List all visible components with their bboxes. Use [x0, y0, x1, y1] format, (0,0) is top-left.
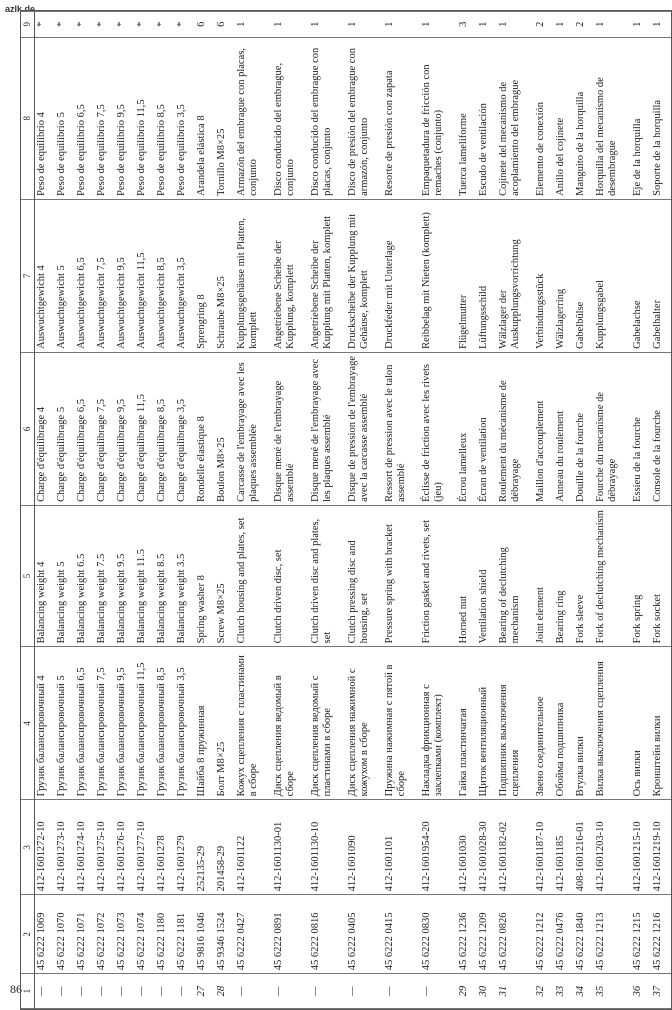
catalog-number: 45 6222 0415 [383, 895, 420, 974]
catalog-number: 45 6222 1180 [155, 895, 175, 974]
name-russian: Ось вилки [631, 647, 651, 800]
name-french: Charge d'équilibrage 3,5 [175, 352, 195, 505]
item-number: 37 [651, 974, 671, 1009]
name-spanish: Disco conducido del embrague, conjunto [272, 37, 309, 199]
part-number: 412-1601274-10 [75, 800, 95, 895]
table-row [235, 12, 272, 1009]
name-russian: Диск сцепления ведомый в сборе [272, 647, 309, 800]
item-number: — [75, 974, 95, 1009]
part-number: 412-1601273-10 [55, 800, 75, 895]
name-spanish: Disco de presión del embrague con armazón, conjunto [346, 37, 383, 199]
part-number: 412-1601028-30 [477, 800, 497, 895]
name-french: Maillon d'accouplement [534, 352, 554, 505]
item-number: — [135, 974, 155, 1009]
name-english: Balancing weight 8.5 [155, 505, 175, 646]
item-number: 32 [534, 974, 554, 1009]
part-number: 412-1601203-10 [594, 800, 631, 895]
part-number: 412-1601030 [457, 800, 477, 895]
column-number: 9 [21, 12, 35, 38]
name-german: Sprengring 8 [195, 199, 215, 352]
catalog-number: 45 6222 1840 [574, 895, 594, 974]
name-english: Clutch driven disc and plates, set [309, 505, 346, 646]
item-number: 31 [497, 974, 534, 1009]
name-french: Rondelle élastique 8 [195, 352, 215, 505]
name-spanish: Horquilla del mecanismo de desembrague [594, 37, 631, 199]
part-number: 412-1601090 [346, 800, 383, 895]
name-russian: Пружина нажимная с пятой в сборе [383, 647, 420, 800]
name-spanish: Resorte de presión con zapata [383, 37, 420, 199]
table-row [594, 12, 631, 1009]
name-english: Balancing weight 11.5 [135, 505, 155, 646]
item-number: 34 [574, 974, 594, 1009]
quantity: * [75, 12, 95, 38]
table-row [272, 12, 309, 1009]
catalog-number: 45 6222 1236 [457, 895, 477, 974]
table-row [309, 12, 346, 1009]
name-english: Bearing of declutching mechanism [497, 505, 534, 646]
name-spanish: Anillo del cojinete [554, 37, 574, 199]
name-german: Gabelhalter [651, 199, 671, 352]
item-number: — [272, 974, 309, 1009]
column-number: 8 [21, 37, 35, 199]
quantity: 6 [195, 12, 215, 38]
name-english: Ventilation shield [477, 505, 497, 646]
name-spanish: Tuerca lameliforme [457, 37, 477, 199]
table-row [35, 12, 56, 1009]
name-french: Écrou lamelleux [457, 352, 477, 505]
name-russian: Диск сцепления ведомый с пластинами в сборе [309, 647, 346, 800]
name-german: Auswuchtgewicht 8,5 [155, 199, 175, 352]
item-number: — [155, 974, 175, 1009]
item-number: — [346, 974, 383, 1009]
quantity: * [95, 12, 115, 38]
quantity: 1 [272, 12, 309, 38]
part-number: 412-1601278 [155, 800, 175, 895]
name-russian: Втулка вилки [574, 647, 594, 800]
name-german: Auswuchtgewicht 11,5 [135, 199, 155, 352]
quantity: 1 [383, 12, 420, 38]
part-number: 412-1601954-20 [420, 800, 457, 895]
name-spanish: Elemento de conexión [534, 37, 554, 199]
quantity: 1 [420, 12, 457, 38]
item-number: — [35, 974, 56, 1009]
catalog-number: 45 6222 1181 [175, 895, 195, 974]
name-russian: Щиток вентиляционный [477, 647, 497, 800]
name-russian: Звено соединительное [534, 647, 554, 800]
table-row [477, 12, 497, 1009]
name-german: Kupplungsgabel [594, 199, 631, 352]
name-spanish: Soporte de la horquilla [651, 37, 671, 199]
name-english: Balancing weight 4 [35, 505, 56, 646]
name-spanish: Peso de equilibrio 5 [55, 37, 75, 199]
table-row [574, 12, 594, 1009]
name-french: Essieu de la fourche [631, 352, 651, 505]
name-german: Auswuchtgewicht 4 [35, 199, 56, 352]
name-english: Balancing weight 6.5 [75, 505, 95, 646]
item-number: 36 [631, 974, 651, 1009]
item-number: 28 [215, 974, 235, 1009]
part-number: 412-1601130-01 [272, 800, 309, 895]
item-number: 35 [594, 974, 631, 1009]
name-spanish: Peso de equilibrio 3,5 [175, 37, 195, 199]
table-row [554, 12, 574, 1009]
name-german: Gabelbülse [574, 199, 594, 352]
quantity: 1 [651, 12, 671, 38]
name-german: Wälzlagerring [554, 199, 574, 352]
catalog-number: 45 6222 0891 [272, 895, 309, 974]
catalog-number: 45 6222 0405 [346, 895, 383, 974]
part-number: 412-1601122 [235, 800, 272, 895]
name-german: Wälzlager der Auskupplungsvorrichtung [497, 199, 534, 352]
column-number: 2 [21, 895, 35, 974]
quantity: 1 [631, 12, 651, 38]
name-spanish: Peso de equilibrio 11,5 [135, 37, 155, 199]
name-german: Schraube M8×25 [215, 199, 235, 352]
name-french: Écran de ventilation [477, 352, 497, 505]
name-french: Charge d'équilibrage 11,5 [135, 352, 155, 505]
name-russian: Грузик балансировочный 9,5 [115, 647, 135, 800]
quantity: 1 [594, 12, 631, 38]
table-row [175, 12, 195, 1009]
table-row [55, 12, 75, 1009]
quantity: * [35, 12, 56, 38]
item-number: — [55, 974, 75, 1009]
catalog-number: 45 6222 1074 [135, 895, 155, 974]
name-french: Charge d'équilibrage 6,5 [75, 352, 95, 505]
quantity: 2 [534, 12, 554, 38]
name-english: Fork sleeve [574, 505, 594, 646]
table-row [95, 12, 115, 1009]
page-number: 86 [10, 982, 22, 996]
catalog-number: 45 9816 1046 [195, 895, 215, 974]
catalog-number: 45 6222 1073 [115, 895, 135, 974]
quantity: 1 [235, 12, 272, 38]
name-spanish: Arandela elástica 8 [195, 37, 215, 199]
name-spanish: Eje de la horquilla [631, 37, 651, 199]
name-russian: Грузик балансировочный 7,5 [95, 647, 115, 800]
table-row [497, 12, 534, 1009]
item-number: 27 [195, 974, 215, 1009]
catalog-number: 45 6222 0427 [235, 895, 272, 974]
name-russian: Грузик балансировочный 4 [35, 647, 56, 800]
table-row [115, 12, 135, 1009]
table-row [420, 12, 457, 1009]
name-french: Fourche du mecanisme de débrayage [594, 352, 631, 505]
quantity: * [155, 12, 175, 38]
name-english: Spring washer 8 [195, 505, 215, 646]
name-russian: Кожух сцепления с пластинами в сборе [235, 647, 272, 800]
item-number: — [383, 974, 420, 1009]
part-number: 412-1601279 [175, 800, 195, 895]
table-row [215, 12, 235, 1009]
part-number: 412-1601101 [383, 800, 420, 895]
item-number: — [175, 974, 195, 1009]
name-spanish: Armazón del embrague con placas, conjunto [235, 37, 272, 199]
part-number: 408-1601216-01 [574, 800, 594, 895]
part-number: 412-1601275-10 [95, 800, 115, 895]
column-number: 4 [21, 647, 35, 800]
name-german: Reibbelag mit Nieten (komplett) [420, 199, 457, 352]
name-english: Balancing weight 3.5 [175, 505, 195, 646]
name-german: Verbindungsstück [534, 199, 554, 352]
quantity: 1 [477, 12, 497, 38]
table-row [346, 12, 383, 1009]
column-number: 6 [21, 352, 35, 505]
name-spanish: Peso de equilibrio 9,5 [115, 37, 135, 199]
quantity: 3 [457, 12, 477, 38]
column-number: 3 [21, 800, 35, 895]
name-german: Druckscheibe der Kupplung mit Gehäuse, komplett [346, 199, 383, 352]
column-number-row [21, 12, 35, 1009]
name-french: Éclisse de friction avec les rivets (jeu) [420, 352, 457, 505]
name-spanish: Tornillo M8×25 [215, 37, 235, 199]
item-number: — [420, 974, 457, 1009]
name-french: Disque mené de l'embrayage assemblé [272, 352, 309, 505]
name-german: Flügelmutter [457, 199, 477, 352]
item-number: — [95, 974, 115, 1009]
name-french: Ressort de pression avec le talon assemblé [383, 352, 420, 505]
table-row [155, 12, 175, 1009]
name-german: Auswuchtgewicht 6,5 [75, 199, 95, 352]
name-french: Boulon M8×25 [215, 352, 235, 505]
name-russian: Обойма подшипника [554, 647, 574, 800]
name-russian: Кронштейн вилки [651, 647, 671, 800]
name-russian: Болт M8×25 [215, 647, 235, 800]
name-spanish: Manguito de la horquilla [574, 37, 594, 199]
name-russian: Шайба 8 пружинная [195, 647, 215, 800]
name-spanish: Empaquetadura de fricción con remaches (conjunto) [420, 37, 457, 199]
name-spanish: Disco conducido del embrague con placas, conjunto [309, 37, 346, 199]
catalog-number: 45 6222 0476 [554, 895, 574, 974]
parts-catalog-table [20, 10, 672, 1010]
name-english: Clutch driven disc, set [272, 505, 309, 646]
name-french: Disque mené de l'embrayage avec les plaques assemblé [309, 352, 346, 505]
name-german: Auswuchtgewicht 9,5 [115, 199, 135, 352]
name-russian: Грузик балансировочный 6,5 [75, 647, 95, 800]
name-english: Clutch housing and plates, set [235, 505, 272, 646]
name-english: Balancing weight 9.5 [115, 505, 135, 646]
name-german: Auswuchtgewicht 5 [55, 199, 75, 352]
name-french: Charge d'équilibrage 9,5 [115, 352, 135, 505]
part-number: 412-1601185 [554, 800, 574, 895]
part-number: 201458-29 [215, 800, 235, 895]
name-russian: Подшипник выключения сцепления [497, 647, 534, 800]
name-spanish: Peso de equilibrio 7,5 [95, 37, 115, 199]
quantity: 1 [346, 12, 383, 38]
part-number: 412-1601182-02 [497, 800, 534, 895]
name-spanish: Peso de equilibrio 4 [35, 37, 56, 199]
quantity: 1 [497, 12, 534, 38]
name-french: Disque de pression de l'embrayage avec la carcasse assemblé [346, 352, 383, 505]
item-number: — [235, 974, 272, 1009]
part-number: 412-1601272-10 [35, 800, 56, 895]
name-spanish: Peso de equilibrio 6,5 [75, 37, 95, 199]
name-english: Clutch pressing disc and housing, set [346, 505, 383, 646]
name-german: Auswuchtgewicht 3,5 [175, 199, 195, 352]
name-english: Fork of declutching mechanism [594, 505, 631, 646]
column-number: 1 [21, 974, 35, 1009]
name-russian: Грузик балансировочный 11,5 [135, 647, 155, 800]
table-row [631, 12, 651, 1009]
site-watermark: azlk.de [5, 4, 36, 14]
name-german: Angetriebene Scheibe der Kupplung, komplett [272, 199, 309, 352]
name-french: Charge d'équilibrage 4 [35, 352, 56, 505]
catalog-number: 45 6222 1215 [631, 895, 651, 974]
part-number: 412-1601187-10 [534, 800, 554, 895]
name-english: Fork socket [651, 505, 671, 646]
name-french: Charge d'équilibrage 8,5 [155, 352, 175, 505]
quantity: 1 [554, 12, 574, 38]
quantity: 6 [215, 12, 235, 38]
table-row [651, 12, 671, 1009]
quantity: * [55, 12, 75, 38]
quantity: 2 [574, 12, 594, 38]
name-spanish: Cojinete del mecanismo de acoplamiento del embrague [497, 37, 534, 199]
name-french: Charge d'équilibrage 5 [55, 352, 75, 505]
part-number: 252135-29 [195, 800, 215, 895]
catalog-number: 45 6222 1069 [35, 895, 56, 974]
catalog-number: 45 6222 1070 [55, 895, 75, 974]
name-english: Bearing ring [554, 505, 574, 646]
catalog-number: 45 6222 1071 [75, 895, 95, 974]
quantity: * [175, 12, 195, 38]
item-number: 29 [457, 974, 477, 1009]
name-russian: Диск сцепления нажимной с кожухом в сборе [346, 647, 383, 800]
catalog-number: 45 6222 1209 [477, 895, 497, 974]
name-russian: Накладка фрикционная с заклепками (комплект) [420, 647, 457, 800]
part-number: 412-1601215-10 [631, 800, 651, 895]
table-row [534, 12, 554, 1009]
part-number: 412-1601130-10 [309, 800, 346, 895]
catalog-number: 45 6222 0826 [497, 895, 534, 974]
name-english: Pressure spring with bracket [383, 505, 420, 646]
name-french: Douille de la fourche [574, 352, 594, 505]
table-row [457, 12, 477, 1009]
name-german: Kupplungsgehäuse mit Platten, komplett [235, 199, 272, 352]
name-russian: Гайка пластинчатая [457, 647, 477, 800]
part-number: 412-1601277-10 [135, 800, 155, 895]
column-number: 5 [21, 505, 35, 646]
name-english: Horned nut [457, 505, 477, 646]
name-german: Gabelachse [631, 199, 651, 352]
name-spanish: Peso de equilibrio 8,5 [155, 37, 175, 199]
name-english: Balancing weight 7.5 [95, 505, 115, 646]
item-number: — [115, 974, 135, 1009]
name-english: Balancing weight 5 [55, 505, 75, 646]
name-english: Friction gasket and rivets, set [420, 505, 457, 646]
catalog-number: 45 9346 1524 [215, 895, 235, 974]
catalog-number: 45 6222 0816 [309, 895, 346, 974]
name-russian: Грузик балансировочный 8,5 [155, 647, 175, 800]
quantity: 1 [309, 12, 346, 38]
table-row [75, 12, 95, 1009]
name-french: Carcasse de l'embrayage avec les plaques assemblée [235, 352, 272, 505]
name-german: Auswuchtgewicht 7,5 [95, 199, 115, 352]
name-german: Druckfeder mit Unterlage [383, 199, 420, 352]
name-german: Lüftungsschild [477, 199, 497, 352]
name-russian: Грузик балансировочный 5 [55, 647, 75, 800]
quantity: * [115, 12, 135, 38]
table-row [383, 12, 420, 1009]
catalog-number: 45 6222 1072 [95, 895, 115, 974]
item-number: 30 [477, 974, 497, 1009]
catalog-number: 45 6222 1212 [534, 895, 554, 974]
catalog-number: 45 6222 1213 [594, 895, 631, 974]
name-french: Roulement du mécanisme de débrayage [497, 352, 534, 505]
name-german: Angetriebene Scheibe der Kupplung mit Platten, komplett [309, 199, 346, 352]
name-english: Fork spring [631, 505, 651, 646]
item-number: — [309, 974, 346, 1009]
name-spanish: Escudo de ventilación [477, 37, 497, 199]
name-english: Joint element [534, 505, 554, 646]
part-number: 412-1601276-10 [115, 800, 135, 895]
catalog-number: 45 6222 1216 [651, 895, 671, 974]
name-english: Screw M8×25 [215, 505, 235, 646]
name-russian: Грузик балансировочный 3,5 [175, 647, 195, 800]
name-russian: Вилка выключения сцепления [594, 647, 631, 800]
catalog-number: 45 6222 0830 [420, 895, 457, 974]
part-number: 412-1601219-10 [651, 800, 671, 895]
quantity: * [135, 12, 155, 38]
table-row [135, 12, 155, 1009]
name-french: Anneau du roulement [554, 352, 574, 505]
table-row [195, 12, 215, 1009]
column-number: 7 [21, 199, 35, 352]
name-french: Console de la fourche [651, 352, 671, 505]
name-french: Charge d'équilibrage 7,5 [95, 352, 115, 505]
item-number: 33 [554, 974, 574, 1009]
